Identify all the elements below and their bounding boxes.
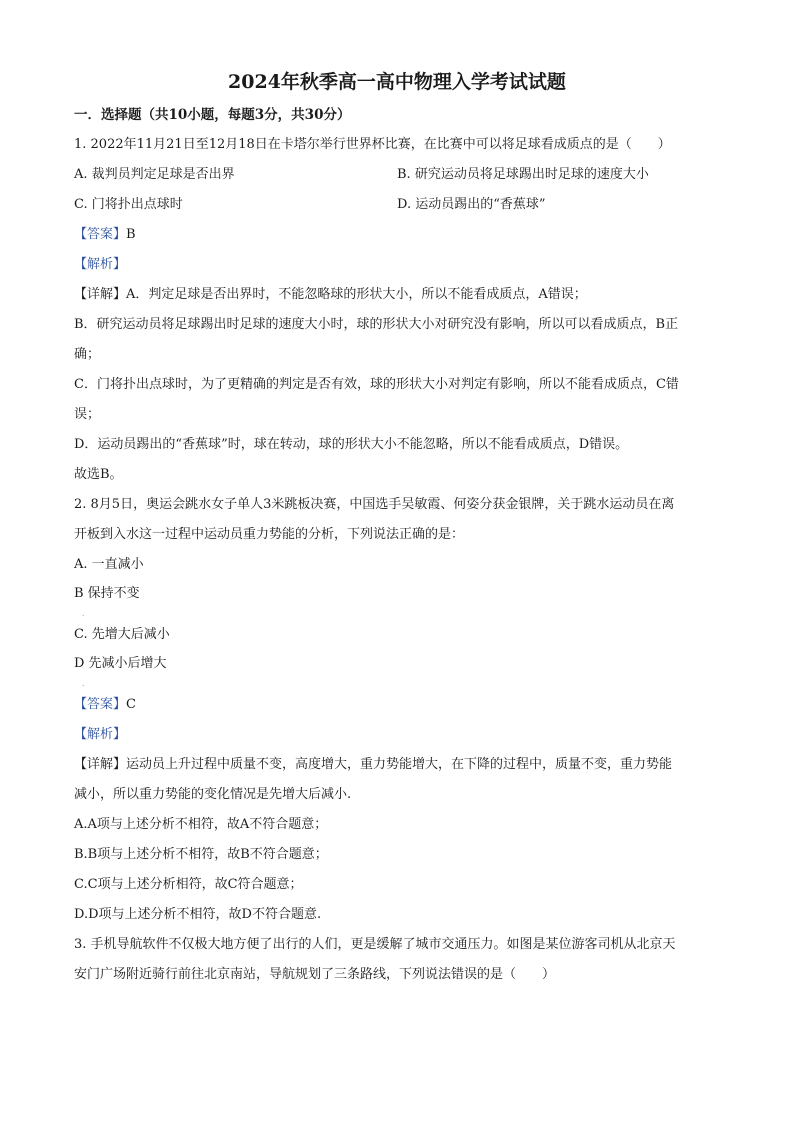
- q2-option-analysis-c: C.C项与上述分析相符，故C符合题意；: [74, 877, 303, 892]
- answer-value: C: [126, 697, 136, 712]
- detail-text: 运动员上升过程中质量不变，高度增大，重力势能增大，在下降的过程中，质量不变，重力势能: [126, 757, 673, 772]
- q1-detail-line-6: D．运动员踢出的“香蕉球”时，球在转动，球的形状大小不能忽略，所以不能看成质点，D错误。: [74, 437, 629, 452]
- q2-option-analysis-d: D.D项与上述分析不相符，故D不符合题意.: [74, 907, 322, 922]
- q2-option-b-dot: ．: [82, 609, 90, 618]
- q1-answer: [74, 220, 720, 250]
- q2-option-d: D 先减小后增大: [74, 656, 167, 671]
- detail-tag: 【详解】: [74, 757, 127, 772]
- q2-option-d-dot: ．: [82, 679, 90, 688]
- q2-option-analysis-a: A.A项与上述分析不相符，故A不符合题意；: [74, 817, 328, 832]
- q2-detail-line-1: [74, 750, 720, 780]
- answer-tag: 【答案】: [74, 227, 127, 242]
- q1-option-c: C. 门将扑出点球时: [74, 197, 183, 212]
- detail-tag: 【详解】: [74, 287, 127, 302]
- q1-detail-line-3: 确；: [74, 347, 101, 362]
- q2-detail-line-2: 减小，所以重力势能的变化情况是先增大后减小.: [74, 787, 352, 802]
- q2-answer: [74, 690, 720, 720]
- document-page: [74, 68, 720, 990]
- q2-analysis-tag: 【解析】: [74, 727, 127, 742]
- q2-option-c: C. 先增大后减小: [74, 627, 170, 642]
- q2-stem-line-1: 2. 8月5日，奥运会跳水女子单人3米跳板决赛，中国选手吴敏霞、何姿分获金银牌，关于跳水运动员在离: [74, 497, 675, 512]
- page-title: 2024年秋季高一高中物理入学考试试题: [228, 71, 566, 93]
- q2-option-a: A. 一直减小: [74, 557, 144, 572]
- q1-options-row-2: [74, 190, 720, 220]
- q1-conclusion: 故选B。: [74, 467, 123, 482]
- q1-option-d: D. 运动员踢出的“香蕉球”: [397, 197, 546, 212]
- q1-analysis-tag: 【解析】: [74, 257, 127, 272]
- q3-stem-line-2: 安门广场附近骑行前往北京南站，导航规划了三条路线，下列说法错误的是（ ）: [74, 967, 556, 982]
- q1-option-a: A. 裁判员判定足球是否出界: [74, 167, 235, 182]
- q2-stem-line-2: 开板到入水这一过程中运动员重力势能的分析，下列说法正确的是：: [74, 527, 465, 542]
- q1-detail-line-1: [74, 280, 720, 310]
- q1-detail-line-4: C．门将扑出点球时，为了更精确的判定是否有效，球的形状大小对判定有影响，所以不能看成质点，C错: [74, 377, 679, 392]
- detail-text: A．判定足球是否出界时，不能忽略球的形状大小，所以不能看成质点，A错误；: [126, 287, 587, 302]
- q1-detail-line-2: B．研究运动员将足球踢出时足球的速度大小时，球的形状大小对研究没有影响，所以可以看成质点，B正: [74, 317, 679, 332]
- q1-detail-line-5: 误；: [74, 407, 101, 422]
- answer-value: B: [126, 227, 136, 242]
- q1-option-b: B. 研究运动员将足球踢出时足球的速度大小: [397, 167, 649, 182]
- q2-option-analysis-b: B.B项与上述分析不相符，故B不符合题意；: [74, 847, 328, 862]
- q1-stem: 1. 2022年11月21日至12月18日在卡塔尔举行世界杯比赛，在比赛中可以将足球看成质点的是（ ）: [74, 137, 671, 152]
- q3-stem-line-1: 3. 手机导航软件不仅极大地方便了出行的人们，更是缓解了城市交通压力。如图是某位游客司机从北京天: [74, 937, 676, 952]
- section-heading: 一．选择题（共10小题，每题3分，共30分）: [74, 107, 351, 123]
- q1-options-row-1: [74, 160, 720, 190]
- answer-tag: 【答案】: [74, 697, 127, 712]
- q2-option-b: B 保持不变: [74, 586, 140, 601]
